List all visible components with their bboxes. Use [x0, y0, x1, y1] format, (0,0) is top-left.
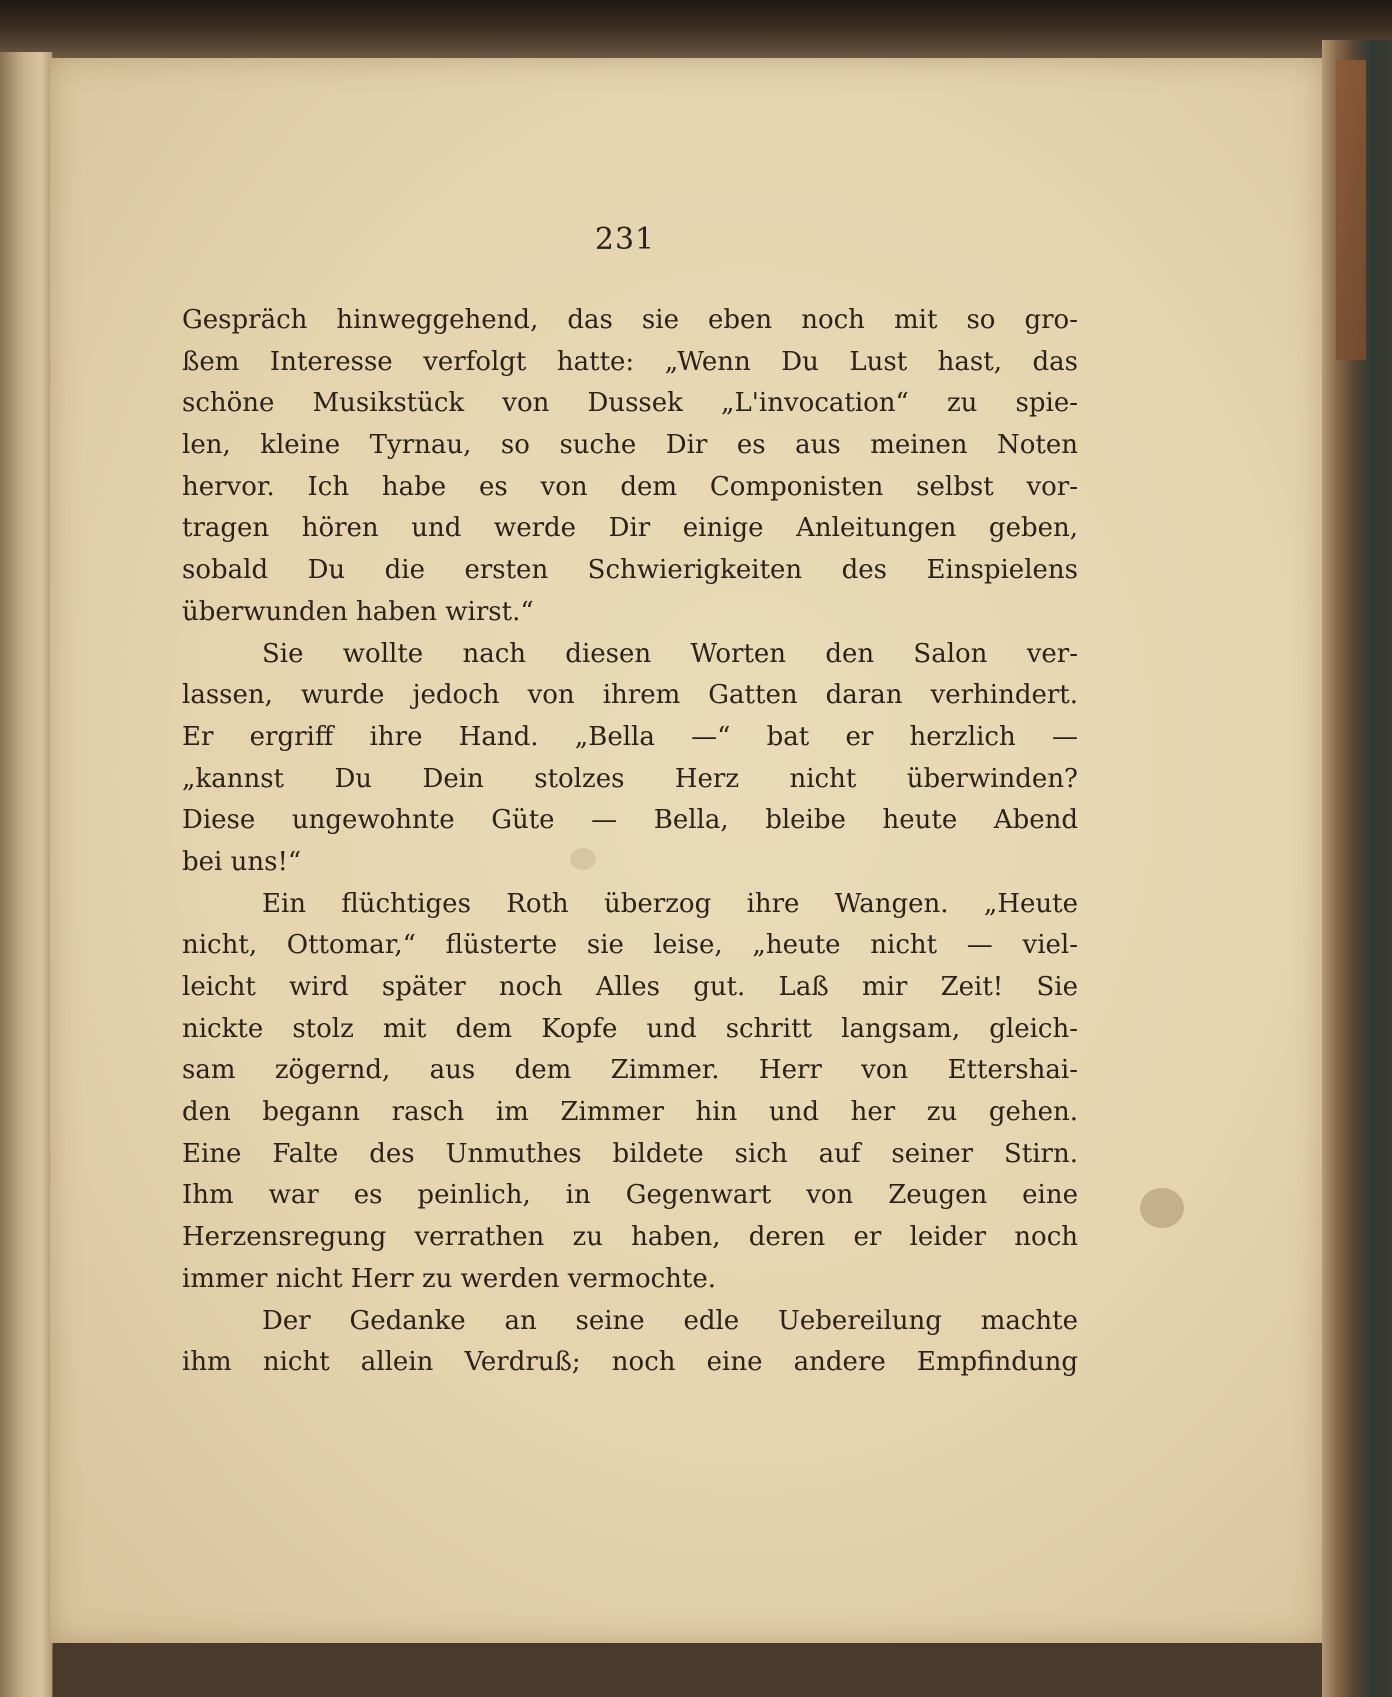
text-line: den begann rasch im Zimmer hin und her zu gehen. — [182, 1097, 1078, 1128]
text-line: nicht, Ottomar,“ flüsterte sie leise, „heute nicht — viel- — [182, 930, 1078, 961]
text-line: len, kleine Tyrnau, so suche Dir es aus meinen Noten — [182, 430, 1078, 461]
stain — [1140, 1188, 1184, 1228]
book-top-edge — [0, 0, 1392, 60]
text-line: überwunden haben wirst.“ — [182, 596, 534, 627]
text-line: hervor. Ich habe es von dem Componisten selbst vor- — [182, 471, 1078, 502]
text-line: Herzensregung verrathen zu haben, deren er leider noch — [182, 1222, 1078, 1253]
text-line: Eine Falte des Unmuthes bildete sich auf seiner Stirn. — [182, 1138, 1078, 1169]
text-line: Ein flüchtiges Roth überzog ihre Wangen. „Heute — [262, 888, 1078, 919]
text-line: sobald Du die ersten Schwierigkeiten des Einspielens — [182, 555, 1078, 586]
cover-wear — [1336, 60, 1366, 360]
text-line: schöne Musikstück von Dussek „L'invocation“ zu spie- — [182, 388, 1078, 419]
text-line: bei uns!“ — [182, 846, 302, 877]
text-line: Er ergriff ihre Hand. „Bella —“ bat er herzlich — — [182, 721, 1078, 752]
text-line: Gespräch hinweggehend, das sie eben noch mit so gro- — [182, 305, 1078, 335]
text-line: immer nicht Herr zu werden vermochte. — [182, 1263, 717, 1294]
text-line: lassen, wurde jedoch von ihrem Gatten daran verhindert. — [182, 680, 1078, 711]
page-number: 231 — [594, 222, 656, 257]
text-line: ihm nicht allein Verdruß; noch eine andere Empfindung — [182, 1347, 1078, 1378]
text-line: tragen hören und werde Dir einige Anleitungen geben, — [182, 513, 1078, 544]
page-body-text — [182, 300, 1078, 1384]
text-line: leicht wird später noch Alles gut. Laß mir Zeit! Sie — [182, 972, 1078, 1002]
text-line: ßem Interesse verfolgt hatte: „Wenn Du Lust hast, das — [182, 346, 1078, 377]
text-line: Der Gedanke an seine edle Uebereilung machte — [262, 1305, 1078, 1336]
text-line: Sie wollte nach diesen Worten den Salon ver- — [262, 638, 1078, 669]
text-line: Diese ungewohnte Güte — Bella, bleibe heute Abend — [182, 805, 1078, 836]
text-line: sam zögernd, aus dem Zimmer. Herr von Ettershai- — [182, 1055, 1078, 1086]
text-line: „kannst Du Dein stolzes Herz nicht überwinden? — [182, 763, 1078, 794]
text-line: Ihm war es peinlich, in Gegenwart von Zeugen eine — [182, 1180, 1078, 1211]
left-page-edge — [0, 52, 53, 1697]
text-line: nickte stolz mit dem Kopfe und schritt langsam, gleich- — [182, 1013, 1078, 1044]
